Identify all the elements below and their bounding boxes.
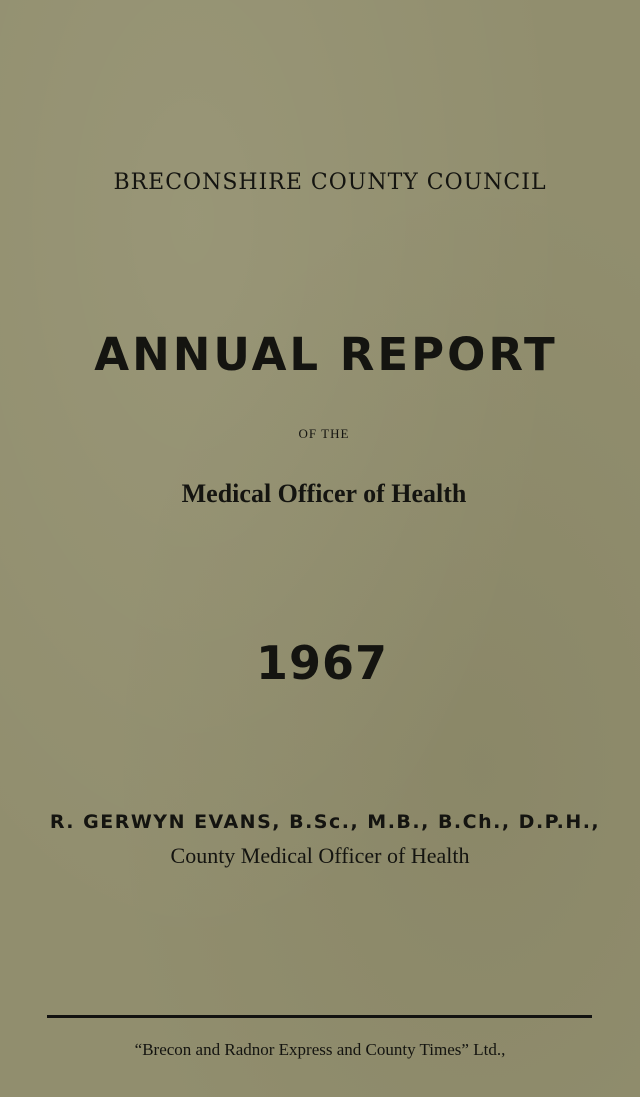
divider-rule bbox=[47, 1015, 592, 1018]
report-title: ANNUAL REPORT bbox=[94, 328, 558, 381]
author-name: R. GERWYN EVANS, B.Sc., M.B., B.Ch., D.P.H., bbox=[49, 811, 601, 833]
council-name: BRECONSHIRE COUNTY COUNCIL bbox=[113, 170, 547, 195]
title-connector: OF THE bbox=[298, 426, 350, 441]
report-subject: Medical Officer of Health bbox=[181, 479, 467, 508]
report-year: 1967 bbox=[255, 636, 389, 690]
author-role: County Medical Officer of Health bbox=[170, 843, 470, 868]
printer-imprint: “Brecon and Radnor Express and County Times” Ltd., bbox=[134, 1040, 506, 1059]
